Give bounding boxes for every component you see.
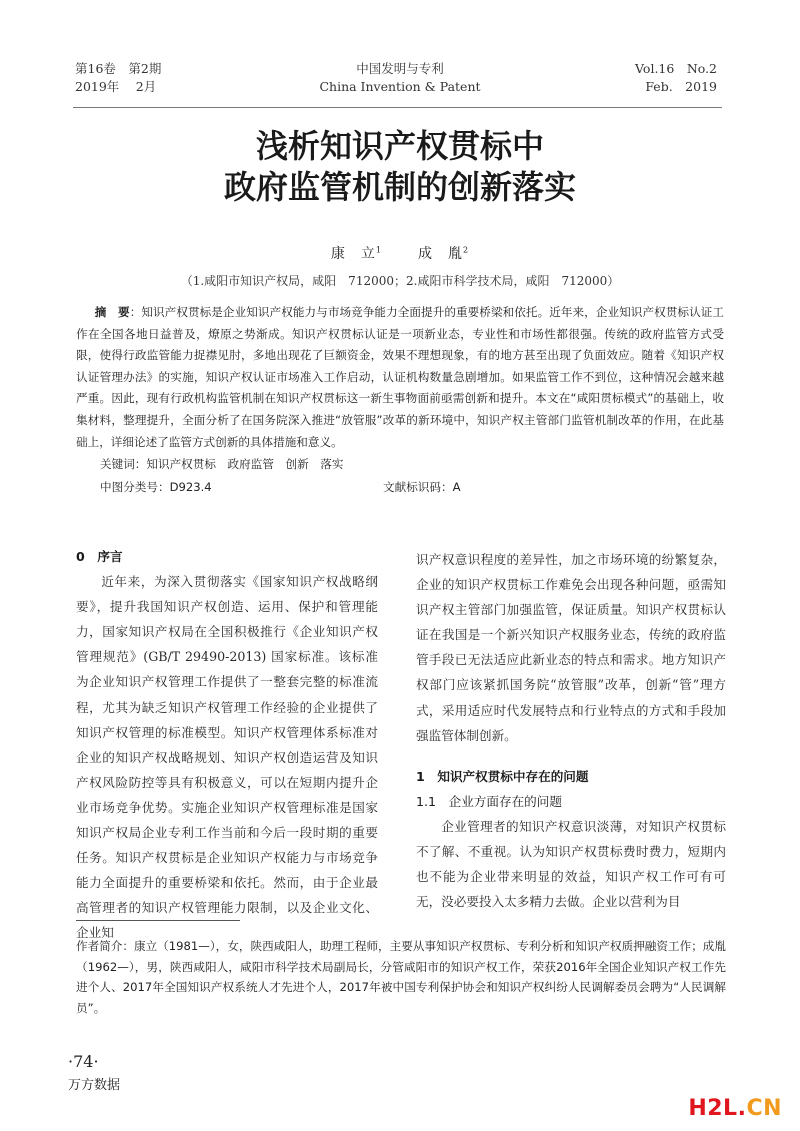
- author-1-affil-mark: 1: [375, 245, 382, 255]
- author-bio-footnote: 作者简介：康立（1981—），女，陕西咸阳人，助理工程师，主要从事知识产权贯标、专利分析和知识产权质押融资工作；成胤（1962—），男，陕西咸阳人，咸阳市科学技术局副局长，分管咸阳市的知识产权工作，荣获2016年全国企业知识产权工作先进个人、2017年全国知识产权系统人才先进个人，2017年被中国专利保护协会和知识产权纠纷人民调解委员会聘为“人民调解员”。: [76, 939, 726, 1015]
- section-1-heading: 1 知识产权贯标中存在的问题: [416, 768, 589, 784]
- issue-date-en: Feb. 2019: [645, 79, 717, 94]
- paragraph-continued: 识产权意识程度的差异性，加之市场环境的纷繁复杂，企业的知识产权贯标工作难免会出现各种问题，亟需知识产权主管部门加强监管，保证质量。知识产权贯标认证在我国是一个新兴知识产权服务业态，传统的政府监管手段已无法适应此新业态的特点和需求。地方知识产权部门应该紧抓国务院“放管服”改革，创新“管”理方式，采用适应时代发展特点和行业特点的方式和手段加强监管体制创新。: [416, 552, 726, 743]
- body-column-left: [76, 544, 378, 946]
- author-1: 康 立: [330, 246, 376, 262]
- journal-name-cn: 中国发明与专利: [356, 61, 444, 76]
- site-watermark: [688, 1096, 782, 1121]
- abstract-label: 摘 要: [94, 305, 130, 319]
- watermark-cn: CN: [746, 1096, 782, 1121]
- keywords: 关键词：知识产权贯标 政府监管 创新 落实: [100, 457, 344, 471]
- title-line-1: 浅析知识产权贯标中: [255, 127, 544, 165]
- article-title: [0, 126, 800, 208]
- abstract-text: ：知识产权贯标是企业知识产权能力与市场竞争能力全面提升的重要桥梁和依托。近年来，企业知识产权贯标认证工作在全国各地日益普及，燎原之势渐成。知识产权贯标认证是一项新业态，专业性和市场性都很强。传统的政府监管方式受限，使得行政监管能力捉襟见肘，多地出现花了巨额资金，效果不理想现象，有的地方甚至出现了负面效应。随着《知识产权认证管理办法》的实施，知识产权认证市场准入工作启动，认证机构数量急剧增加。如果监管工作不到位，这种情况会越来越严重。因此，现有行政机构监管机制在知识产权贯标这一新生事物面前亟需创新和提升。本文在“咸阳贯标模式”的基础上，收集材料，整理提升，全面分析了在国务院深入推进“放管服”改革的新环境中，知识产权主管部门监管机制改革的作用，在此基础上，详细论述了监管方式创新的具体措施和意义。: [76, 305, 724, 449]
- header-divider: [73, 107, 722, 108]
- watermark-dot: .: [737, 1096, 747, 1121]
- page-number: ·74·: [68, 1052, 99, 1071]
- section-1-1-heading: 1.1 企业方面存在的问题: [416, 793, 562, 809]
- classification-number: 中图分类号：D923.4: [100, 480, 212, 494]
- author-2-affil-mark: 2: [463, 245, 470, 255]
- document-code: 文献标识码：A: [383, 480, 461, 494]
- title-line-2: 政府监管机制的创新落实: [223, 168, 576, 206]
- author-2: 成 胤: [418, 246, 463, 262]
- issue-date: 2019年 2月: [75, 79, 157, 94]
- journal-name-en: China Invention & Patent: [319, 79, 481, 94]
- volume-issue: 第16卷 第2期: [75, 61, 162, 76]
- paragraph-enterprise-issues: 企业管理者的知识产权意识淡薄，对知识产权贯标不了解、不重视。认为知识产权贯标费时费力，短期内也不能为企业带来明显的效益，知识产权工作可有可无，没必要投入太多精力去做。企业以营利为目: [416, 818, 726, 910]
- watermark-h2l: H2L: [688, 1096, 738, 1121]
- database-brand: 万方数据: [68, 1078, 121, 1093]
- abstract: [76, 302, 724, 453]
- author-list: [0, 243, 800, 263]
- journal-issue-info-en: [635, 60, 717, 96]
- body-column-right: [416, 547, 726, 914]
- affiliations: （1.咸阳市知识产权局，咸阳 712000；2.咸阳市科学技术局，咸阳 712000）: [180, 274, 620, 288]
- paragraph-intro: 近年来，为深入贯彻落实《国家知识产权战略纲要》，提升我国知识产权创造、运用、保护和管理能力，国家知识产权局在全国积极推行《企业知识产权管理规范》(GB/T 29490-2013) 国家标准。该标准为企业知识产权管理工作提供了一整套完整的标准流程，尤其为缺乏知识产权管理工作经验的企业提供了知识产权管理的标准模型。知识产权管理体系标准对企业的知识产权战略规划、知识产权创造运营及知识产权风险防控等具有积极意义，可以在短期内提升企业市场竞争优势。实施企业知识产权管理标准是国家知识产权局企业专利工作当前和今后一段时期的重要任务。知识产权贯标是企业知识产权能力与市场竞争能力全面提升的重要桥梁和依托。然而，由于企业最高管理者的知识产权管理能力限制，以及企业文化、企业知: [76, 574, 378, 941]
- volume-issue-en: Vol.16 No.2: [635, 61, 717, 76]
- section-0-heading: 0 序言: [76, 549, 123, 564]
- footnote-divider: [76, 920, 240, 921]
